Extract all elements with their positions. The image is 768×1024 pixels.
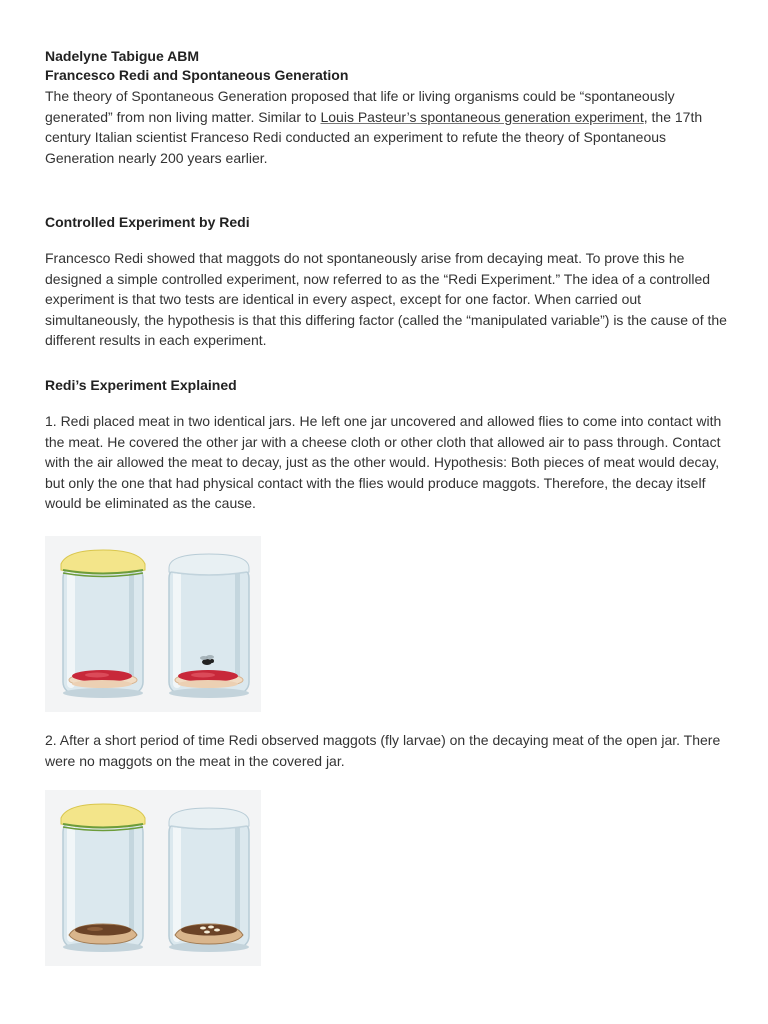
- controlled-experiment-heading: Controlled Experiment by Redi: [45, 214, 250, 230]
- pasteur-experiment-link[interactable]: Louis Pasteur’s spontaneous generation experiment: [320, 108, 644, 125]
- covered-jar: [61, 550, 145, 698]
- document-title: Francesco Redi and Spontaneous Generation: [45, 67, 349, 83]
- cheese-cloth-cover: [61, 550, 145, 574]
- open-jar: [169, 808, 249, 952]
- open-jar: [169, 554, 249, 698]
- experiment-explained-heading: Redi’s Experiment Explained: [45, 377, 237, 393]
- intro-text-end: , the 17th century Italian scientist Franceso Redi conducted an experiment to refute the theory of Spontaneous Generation nearly 200 years earlier.: [45, 108, 703, 166]
- controlled-experiment-paragraph: Francesco Redi showed that maggots do not spontaneously arise from decaying meat. To prove this he designed a simple controlled experiment, now referred to as the “Redi Experiment.” The idea of a controlled experiment is that two tests are identical in every aspect, except for one factor. When carried out simultaneously, the hypothesis is that this differing factor (called the “manipulated variable”) is the cause of the different results in each experiment.: [45, 250, 727, 348]
- figure-jars-decayed-meat: [45, 790, 261, 966]
- covered-jar: [61, 804, 145, 952]
- step-2-paragraph: 2. After a short period of time Redi observed maggots (fly larvae) on the decaying meat of the open jar. There were no maggots on the meat in the covered jar.: [45, 732, 721, 769]
- intro-text-start: The theory of Spontaneous Generation proposed that life or living organisms could be “spontaneously generated” from non living matter. Similar to: [45, 88, 675, 125]
- intro-paragraph: [45, 86, 735, 168]
- author-line: Nadelyne Tabigue ABM: [45, 48, 200, 64]
- step-1-paragraph: 1. Redi placed meat in two identical jars. He left one jar uncovered and allowed flies to come into contact with the meat. He covered the other jar with a cheese cloth or other cloth that allowed air to pass through. Contact with the air allowed the meat to decay, just as the other would. Hypothesis: Both pieces of meat would decay, but only the one that had physical contact with the flies would produce maggots. Therefore, the decay itself would be eliminated as the cause.: [45, 413, 722, 511]
- figure-jars-fresh-meat: [45, 536, 261, 712]
- cheese-cloth-cover: [61, 804, 145, 828]
